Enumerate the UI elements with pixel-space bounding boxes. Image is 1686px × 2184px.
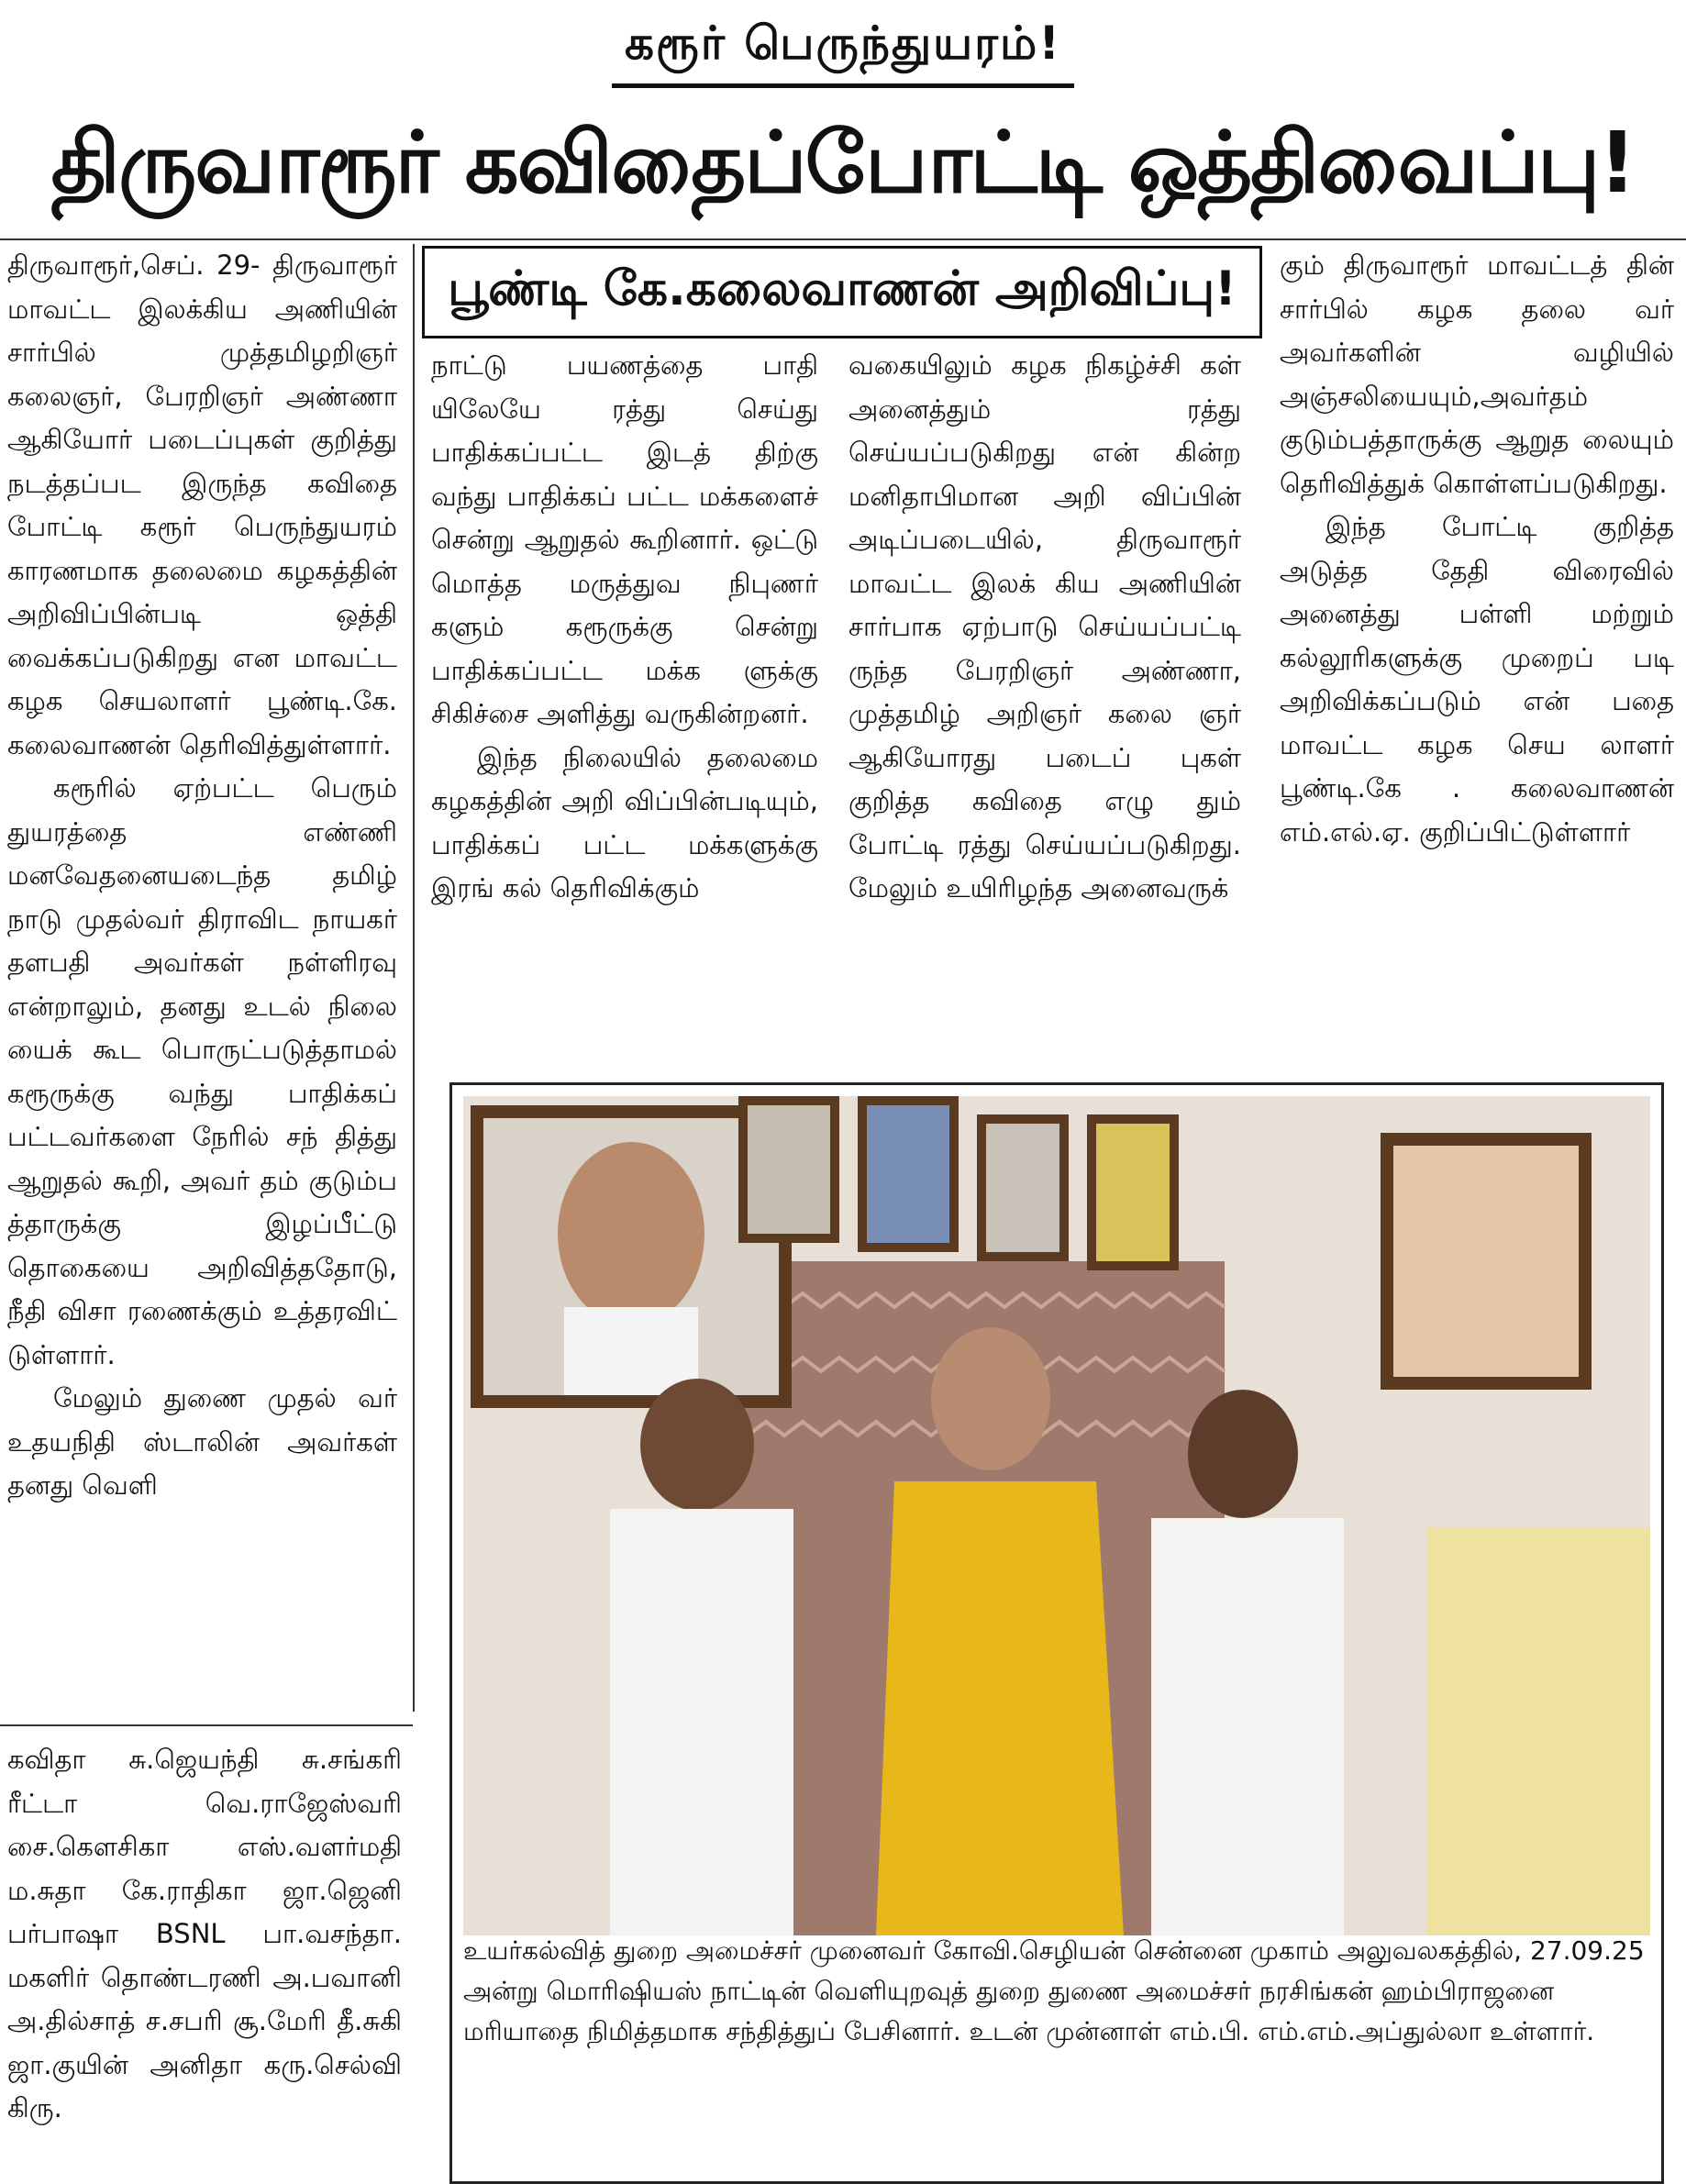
photo-illustration [463,1096,1650,1935]
paragraph: திருவாரூர்,செப். 29- திருவாரூர் மாவட்ட இலக்கிய அணியின் சார்பில் முத்தமிழறிஞர் கலைஞர், பேரறிஞர் அண்ணா ஆகியோர் படைப்புகள் குறித்து நடத்தப்பட இருந்த கவிதை போட்டி கரூர் பெருந்துயரம் காரணமாக தலைமை கழகத்தின் அறிவிப்பின்படி ஒத்தி வைக்கப்படுகிறது என மாவட்ட கழக செயலாளர் பூண்டி.கே. கலைவாணன் தெரிவித்துள்ளார். [7,249,397,760]
article-column-3 [849,344,1241,911]
kicker: கரூர் பெருந்துயரம்! [0,17,1686,88]
column-rule [413,244,415,1712]
headline: திருவாரூர் கவிதைப்போட்டி ஒத்திவைப்பு! [50,114,1636,212]
names-rule [0,1724,413,1726]
paragraph: கரூரில் ஏற்பட்ட பெரும் துயரத்தை எண்ணி மனவேதனையடைந்த தமிழ் நாடு முதல்வர் திராவிட நாயகர் தளபதி அவர்கள் நள்ளிரவு என்றாலும், தனது உடல் நிலை யைக் கூட பொருட்படுத்தாமல் கரூருக்கு வந்து பாதிக்கப் பட்டவர்களை நேரில் சந் தித்து ஆறுதல் கூறி, அவர் தம் குடும்ப த்தாருக்கு இழப்பீட்டு தொகையை அறிவித்ததோடு, நீதி விசா ரணைக்கும் உத்தரவிட் டுள்ளார். [7,772,397,1370]
rule-top [0,238,1686,240]
article-column-2 [431,344,818,911]
article-column-4 [1280,244,1674,854]
paragraph: இந்த போட்டி குறித்த அடுத்த தேதி விரைவில் அனைத்து பள்ளி மற்றும் கல்லூரிகளுக்கு முறைப் படி அறிவிக்கப்படும் என் பதை மாவட்ட கழக செய லாளர் பூண்டி.கே . கலைவாணன் எம்.எல்.ஏ. குறிப்பிட்டுள்ளார் [1280,511,1674,848]
paragraph: மேலும் துணை முதல் வர் உதயநிதி ஸ்டாலின் அவர்கள் தனது வெளி [7,1382,397,1501]
names-list: கவிதா சு.ஜெயந்தி சு.சங்கரி ரீட்டா வெ.ராஜேஸ்வரி சை.கௌசிகா எஸ்.வளர்மதி ம.சுதா கே.ராதிகா ஜா.ஜெனி பர்பாஷா BSNL பா.வசந்தா. மகளிர் தொண்டரணி அ.பவானி அ.தில்சாத் ச.சபரி சூ.மேரி தீ.சுகி ஜா.குயின் அனிதா கரு.செல்வி கிரு. [7,1744,402,2123]
subhead-box: பூண்டி கே.கலைவாணன் அறிவிப்பு! [422,246,1262,338]
paragraph: இந்த நிலையில் தலைமை கழகத்தின் அறி விப்பின்படியும், பாதிக்கப் பட்ட மக்களுக்கு இரங் கல் தெரிவிக்கும் [431,741,818,904]
article-column-1 [7,244,397,1508]
paragraph: வகையிலும் கழக நிகழ்ச்சி கள் அனைத்தும் ரத்து செய்யப்படுகிறது என் கின்ற மனிதாபிமான அறி விப்பின் அடிப்படையில், திருவாரூர் மாவட்ட இலக் கிய அணியின் சார்பாக ஏற்பாடு செய்யப்பட்டி ருந்த பேரறிஞர் அண்ணா, முத்தமிழ் அறிஞர் கலை ஞர் ஆகியோரது படைப் புகள் குறித்த கவிதை எழு தும் போட்டி ரத்து செய்யப்படுகிறது. மேலும் உயிரிழந்த அனைவருக் [849,349,1241,904]
photo-image [463,1096,1650,1935]
paragraph: நாட்டு பயணத்தை பாதி யிலேயே ரத்து செய்து பாதிக்கப்பட்ட இடத் திற்கு வந்து பாதிக்கப் பட்ட மக்களைச் சென்று ஆறுதல் கூறினார். ஒட்டு மொத்த மருத்துவ நிபுணர் களும் கரூருக்கு சென்று பாதிக்கப்பட்ட மக்க ளுக்கு சிகிச்சை அளித்து வருகின்றனர். [431,349,818,729]
photo-caption: உயர்கல்வித் துறை அமைச்சர் முனைவர் கோவி.செழியன் சென்னை முகாம் அலுவலகத்தில், 27.09.25 அன்று மொரிஷியஸ் நாட்டின் வெளியுறவுத் துறை துணை அமைச்சர் நரசிங்கன் ஹம்பிராஜனை மரியாதை நிமித்தமாக சந்தித்துப் பேசினார். உடன் முன்னாள் எம்.பி. எம்.எம்.அப்துல்லா உள்ளார். [463,1935,1645,2046]
paragraph: கும் திருவாரூர் மாவட்டத் தின் சார்பில் கழக தலை வர் அவர்களின் வழியில் அஞ்சலியையும்,அவர்தம் குடும்பத்தாருக்கு ஆறுத லையும் தெரிவித்துக் கொள்ளப்படுகிறது. [1280,249,1674,499]
